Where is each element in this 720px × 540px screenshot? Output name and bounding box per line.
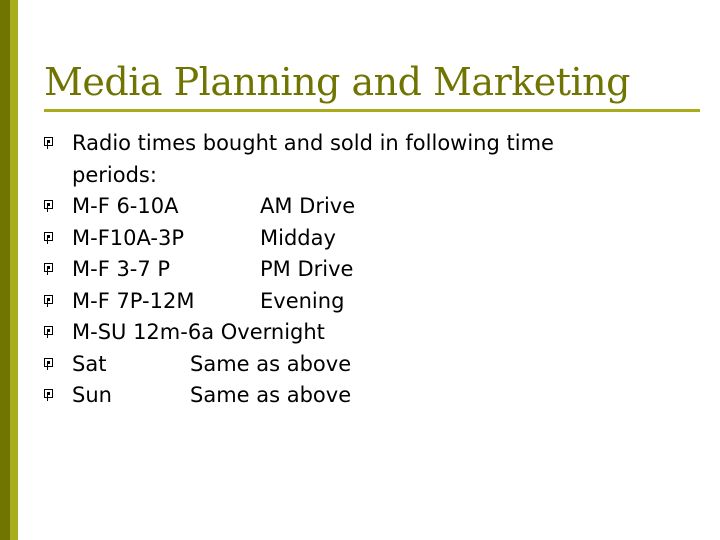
- bullet-item-overnight: [44, 317, 554, 349]
- title-underline: [44, 109, 700, 112]
- square-bullet-icon: [44, 200, 53, 209]
- left-accent-bar-dark: [0, 0, 10, 540]
- left-accent-bar-light: [10, 0, 18, 540]
- time-period: M-SU 12m-6a: [72, 320, 215, 344]
- period-label: Evening: [260, 288, 345, 313]
- square-bullet-icon: [44, 263, 53, 272]
- slide-title: Media Planning and Marketing: [44, 60, 630, 104]
- square-bullet-icon: [44, 358, 53, 367]
- bullet-item-sunday: [44, 380, 554, 412]
- time-period: M-F 3-7 P: [72, 257, 171, 281]
- square-bullet-icon: [44, 326, 53, 335]
- square-bullet-icon: [44, 295, 53, 304]
- period-label: Same as above: [190, 383, 352, 407]
- day-label: Sun: [72, 383, 112, 407]
- bullet-item-pm-drive: [44, 254, 554, 286]
- bullet-item-intro: [44, 128, 554, 191]
- period-label: Same as above: [190, 351, 352, 376]
- period-label: Overnight: [220, 320, 325, 344]
- bullet-list: [44, 128, 554, 412]
- time-period: M-F 6-10A: [72, 194, 179, 218]
- square-bullet-icon: [44, 137, 53, 146]
- bullet-item-midday: [44, 223, 554, 255]
- period-label: AM Drive: [260, 194, 356, 218]
- time-period: M-F 7P-12M: [72, 288, 195, 313]
- day-label: Sat: [72, 351, 107, 376]
- bullet-text-line2: periods:: [72, 162, 157, 187]
- period-label: Midday: [260, 225, 336, 250]
- square-bullet-icon: [44, 389, 53, 398]
- bullet-item-saturday: [44, 349, 554, 381]
- bullet-item-am-drive: [44, 191, 554, 223]
- square-bullet-icon: [44, 232, 53, 241]
- time-period: M-F10A-3P: [72, 225, 185, 250]
- bullet-text-line1: Radio times bought and sold in following time: [72, 131, 554, 155]
- period-label: PM Drive: [260, 257, 354, 281]
- bullet-item-evening: [44, 286, 554, 318]
